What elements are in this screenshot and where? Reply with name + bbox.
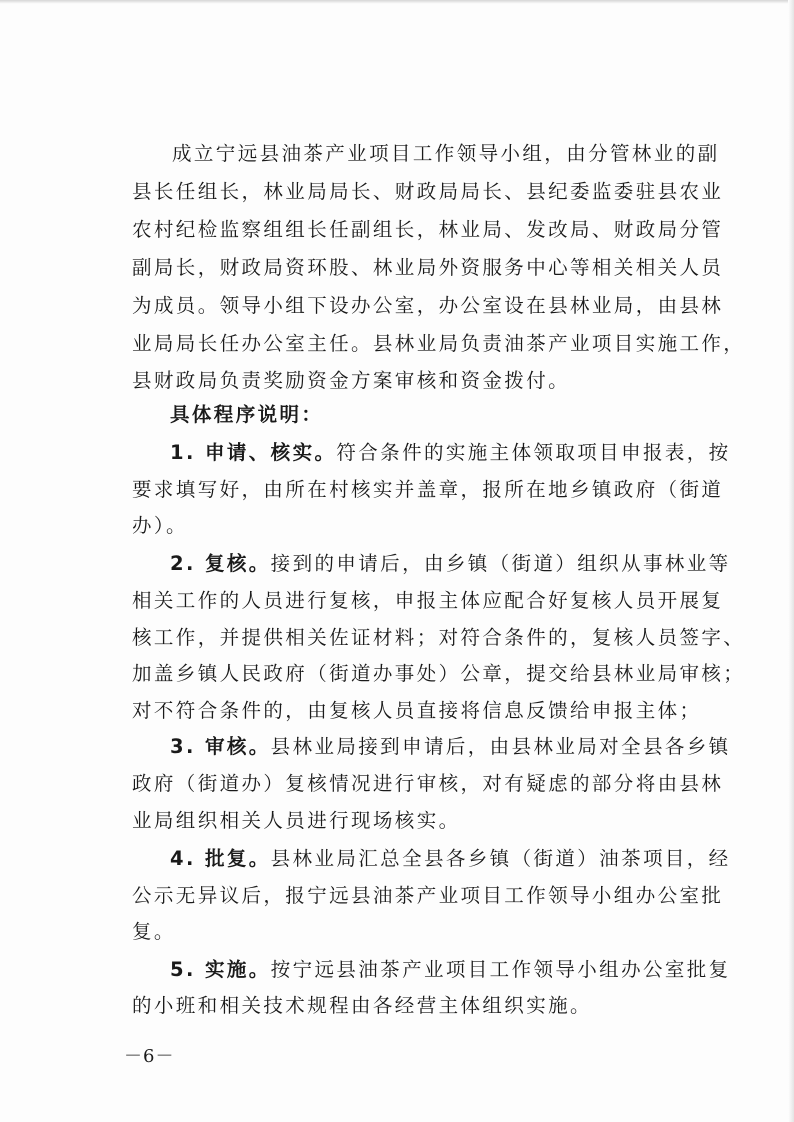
page-number: －6－ — [124, 1046, 175, 1067]
step-2-line: 加盖乡镇人民政府（街道办事处）公章，提交给县林业局审核； — [132, 662, 746, 685]
scan-edge-right — [788, 0, 794, 1122]
step-3-title: 3. 审核。 — [170, 735, 271, 758]
step-3-line: 业局组织相关人员进行现场核实。 — [132, 809, 461, 832]
paragraph-line: 县财政局负责奖励资金方案审核和资金拨付。 — [132, 369, 571, 392]
step-3-text: 县林业局接到申请后，由县林业局对全县各乡镇 — [270, 735, 731, 758]
step-5-first-line — [170, 958, 731, 982]
step-2-first-line — [170, 552, 731, 576]
step-5-line: 的小班和相关技术规程由各经营主体组织实施。 — [132, 994, 592, 1017]
step-4-line: 复。 — [132, 920, 176, 943]
step-4-line: 公示无异议后，报宁远县油茶产业项目工作领导小组办公室批 — [132, 884, 724, 907]
step-4-title: 4. 批复。 — [170, 847, 271, 870]
paragraph-line: 副局长，财政局资环股、林业局外资服务中心等相关相关人员 — [132, 256, 724, 279]
scan-edge-top — [0, 0, 794, 4]
step-5-title: 5. 实施。 — [170, 958, 271, 981]
step-1-line: 要求填写好，由所在村核实并盖章，报所在地乡镇政府（街道 — [132, 478, 724, 501]
step-1-line: 办）。 — [132, 514, 188, 537]
step-2-text: 接到的申请后，由乡镇（街道）组织从事林业等 — [270, 552, 731, 575]
step-3-line: 政府（街道办）复核情况进行审核，对有疑虑的部分将由县林 — [132, 772, 724, 795]
step-1-first-line — [170, 441, 731, 465]
step-2-line: 核工作，并提供相关佐证材料；对符合条件的，复核人员签字、 — [132, 626, 746, 649]
step-5-text: 按宁远县油茶产业项目工作领导小组办公室批复 — [270, 958, 731, 981]
step-4-first-line — [170, 847, 731, 871]
step-2-line: 相关工作的人员进行复核，申报主体应配合好复核人员开展复 — [132, 589, 724, 612]
step-2-line: 对不符合条件的，由复核人员直接将信息反馈给申报主体； — [132, 699, 702, 722]
step-1-text: 符合条件的实施主体领取项目申报表，按 — [336, 441, 731, 464]
step-2-title: 2. 复核。 — [170, 552, 271, 575]
paragraph-line: 为成员。领导小组下设办公室，办公室设在县林业局，由县林 — [132, 294, 724, 317]
step-4-text: 县林业局汇总全县各乡镇（街道）油茶项目，经 — [270, 847, 731, 870]
paragraph-line: 业局局长任办公室主任。县林业局负责油茶产业项目实施工作， — [132, 332, 746, 355]
procedure-heading: 具体程序说明： — [170, 403, 324, 426]
paragraph-line: 成立宁远县油茶产业项目工作领导小组，由分管林业的副 — [172, 142, 720, 165]
step-3-first-line — [170, 735, 731, 759]
paragraph-line: 县长任组长，林业局局长、财政局局长、县纪委监委驻县农业 — [132, 180, 724, 203]
step-1-title: 1. 申请、核实。 — [170, 441, 337, 464]
paragraph-line: 农村纪检监察组组长任副组长，林业局、发改局、财政局分管 — [132, 218, 724, 241]
